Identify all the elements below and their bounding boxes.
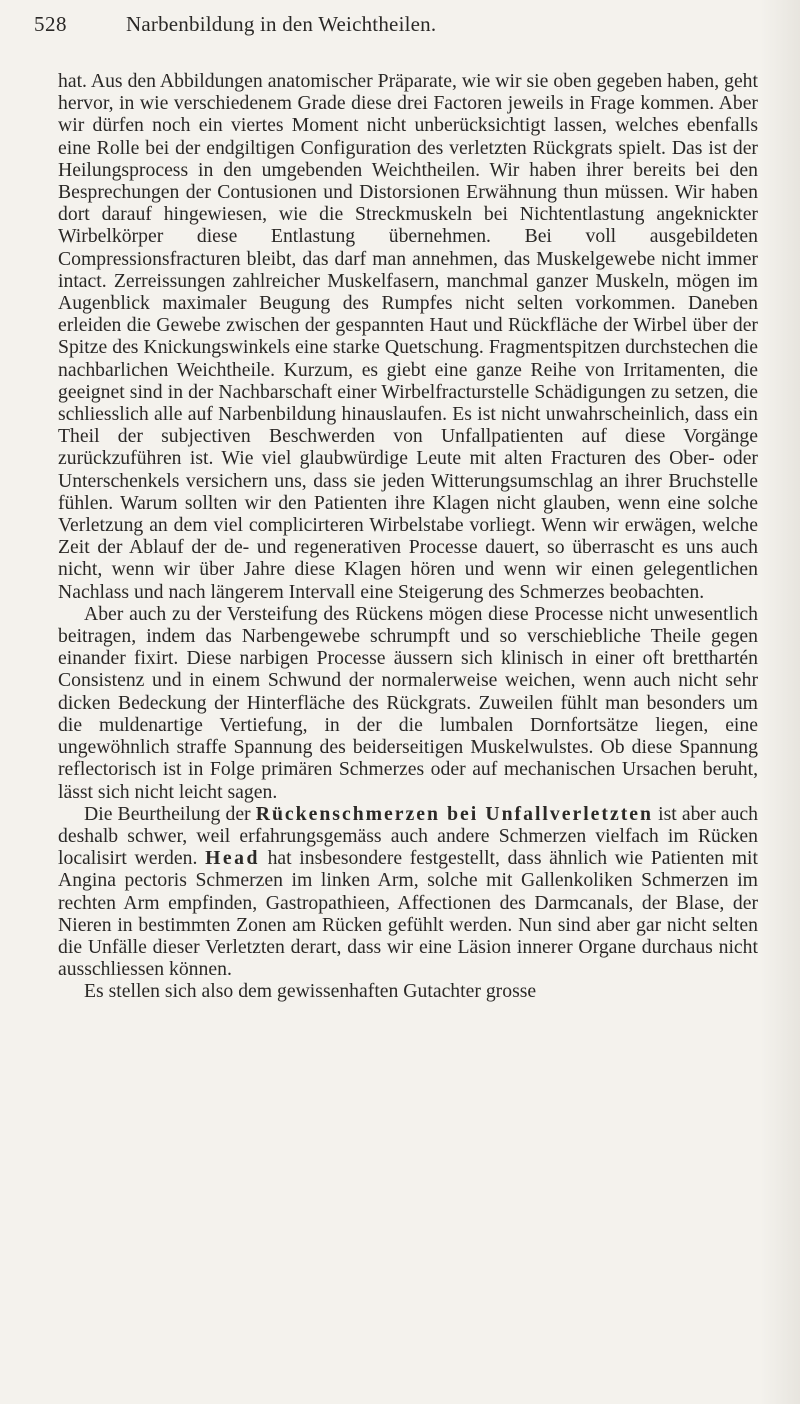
- paragraph-1: hat. Aus den Abbildungen anatomischer Präparate, wie wir sie oben gegeben haben, geht hervor, in wie verschiedenem Grade diese drei Factoren jeweils in Frage kommen. Aber wir dürfen noch ein viertes Moment nicht unberücksichtigt lassen, welches ebenfalls eine Rolle bei der endgiltigen Configuration des verletzten Rückgrats spielt. Das ist der Heilungsprocess in den umgebenden Weichtheilen. Wir haben ihrer bereits bei den Besprechungen der Contusionen und Distorsionen Erwähnung thun müssen. Wir haben dort darauf hingewiesen, wie die Streckmuskeln bei Nichtentlastung angeknickter Wirbelkörper diese Entlastung übernehmen. Bei voll ausgebildeten Compressionsfracturen bleibt, das darf man annehmen, das Muskelgewebe nicht immer intact. Zerreissungen zahlreicher Muskelfasern, manchmal ganzer Muskeln, mögen im Augenblick maximaler Beugung des Rumpfes nicht selten vorkommen. Daneben erleiden die Gewebe zwischen der gespannten Haut und Rückfläche der Wirbel über der Spitze des Knickungswinkels eine starke Quetschung. Fragmentspitzen durchstechen die nachbarlichen Weichtheile. Kurzum, es giebt eine ganze Reihe von Irritamenten, die geeignet sind in der Nachbarschaft einer Wirbelfracturstelle Schädigungen zu setzen, die schliesslich alle auf Narbenbildung hinauslaufen. Es ist nicht unwahrscheinlich, dass ein Theil der subjectiven Beschwerden von Unfallpatienten auf diese Vorgänge zurückzuführen ist. Wie viel glaubwürdige Leute mit alten Fracturen des Ober- oder Unterschenkels versichern uns, dass sie jeden Witterungsumschlag an ihrer Bruchstelle fühlen. Warum sollten wir den Patienten ihre Klagen nicht glauben, wenn eine solche Verletzung an dem viel complicirteren Wirbelstabe vorliegt. Wenn wir erwägen, welche Zeit der Ablauf der de- und regenerativen Processe dauert, so überrascht es uns auch nicht, wenn wir über Jahre diese Klagen hören und wenn wir einen gelegentlichen Nachlass und nach längerem Intervall eine Steigerung des Schmerzes beobachten.: [58, 70, 758, 603]
- running-title: Narbenbildung in den Weichtheilen.: [126, 12, 437, 36]
- running-head: [34, 10, 740, 38]
- paragraph-4: Es stellen sich also dem gewissenhaften Gutachter grosse: [84, 980, 537, 1003]
- body-text: [58, 70, 758, 1003]
- paragraph-3-emphasis: Rückenschmerzen bei Unfallverletzten: [255, 802, 653, 825]
- paragraph-3-lead: Die Beurtheilung der: [84, 802, 251, 825]
- paragraph-3-mid: ist aber auch deshalb schwer, weil erfahrungsgemäss auch andere Schmerzen vielfach im Rücken localisirt werden.: [58, 802, 758, 870]
- paragraph-3: [58, 803, 758, 981]
- author-name-head: Head: [205, 847, 260, 870]
- page-edge-shadow: [760, 0, 800, 1404]
- paragraph-3-rest: hat insbesondere festgestellt, dass ähnlich wie Patienten mit Angina pectoris Schmerzen im linken Arm, solche mit Gallenkoliken Schmerzen im rechten Arm empfinden, Gastropathieen, Affectionen des Darmcanals, der Blase, der Nieren in bestimmten Zonen am Rücken gefühlt werden. Nun sind aber gar nicht selten die Unfälle dieser Verletzten derart, dass wir eine Läsion innerer Organe durchaus nicht ausschliessen können.: [58, 847, 758, 981]
- paragraph-2: Aber auch zu der Versteifung des Rückens mögen diese Processe nicht unwesentlich beitragen, indem das Narbengewebe schrumpft und so verschiebliche Theile gegen einander fixirt. Diese narbigen Processe äussern sich klinisch in einer oft bretthartén Consistenz und in einem Schwund der normalerweise weichen, wenn auch nicht sehr dicken Bedeckung der Hinterfläche des Rückgrats. Zuweilen fühlt man besonders um die muldenartige Vertiefung, in der die lumbalen Dornfortsätze liegen, eine ungewöhnlich straffe Spannung des beiderseitigen Muskelwulstes. Ob diese Spannung reflectorisch ist in Folge primären Schmerzes oder auf mechanischen Ursachen beruht, lässt sich nicht leicht sagen.: [58, 602, 758, 803]
- page-number: 528: [34, 12, 67, 36]
